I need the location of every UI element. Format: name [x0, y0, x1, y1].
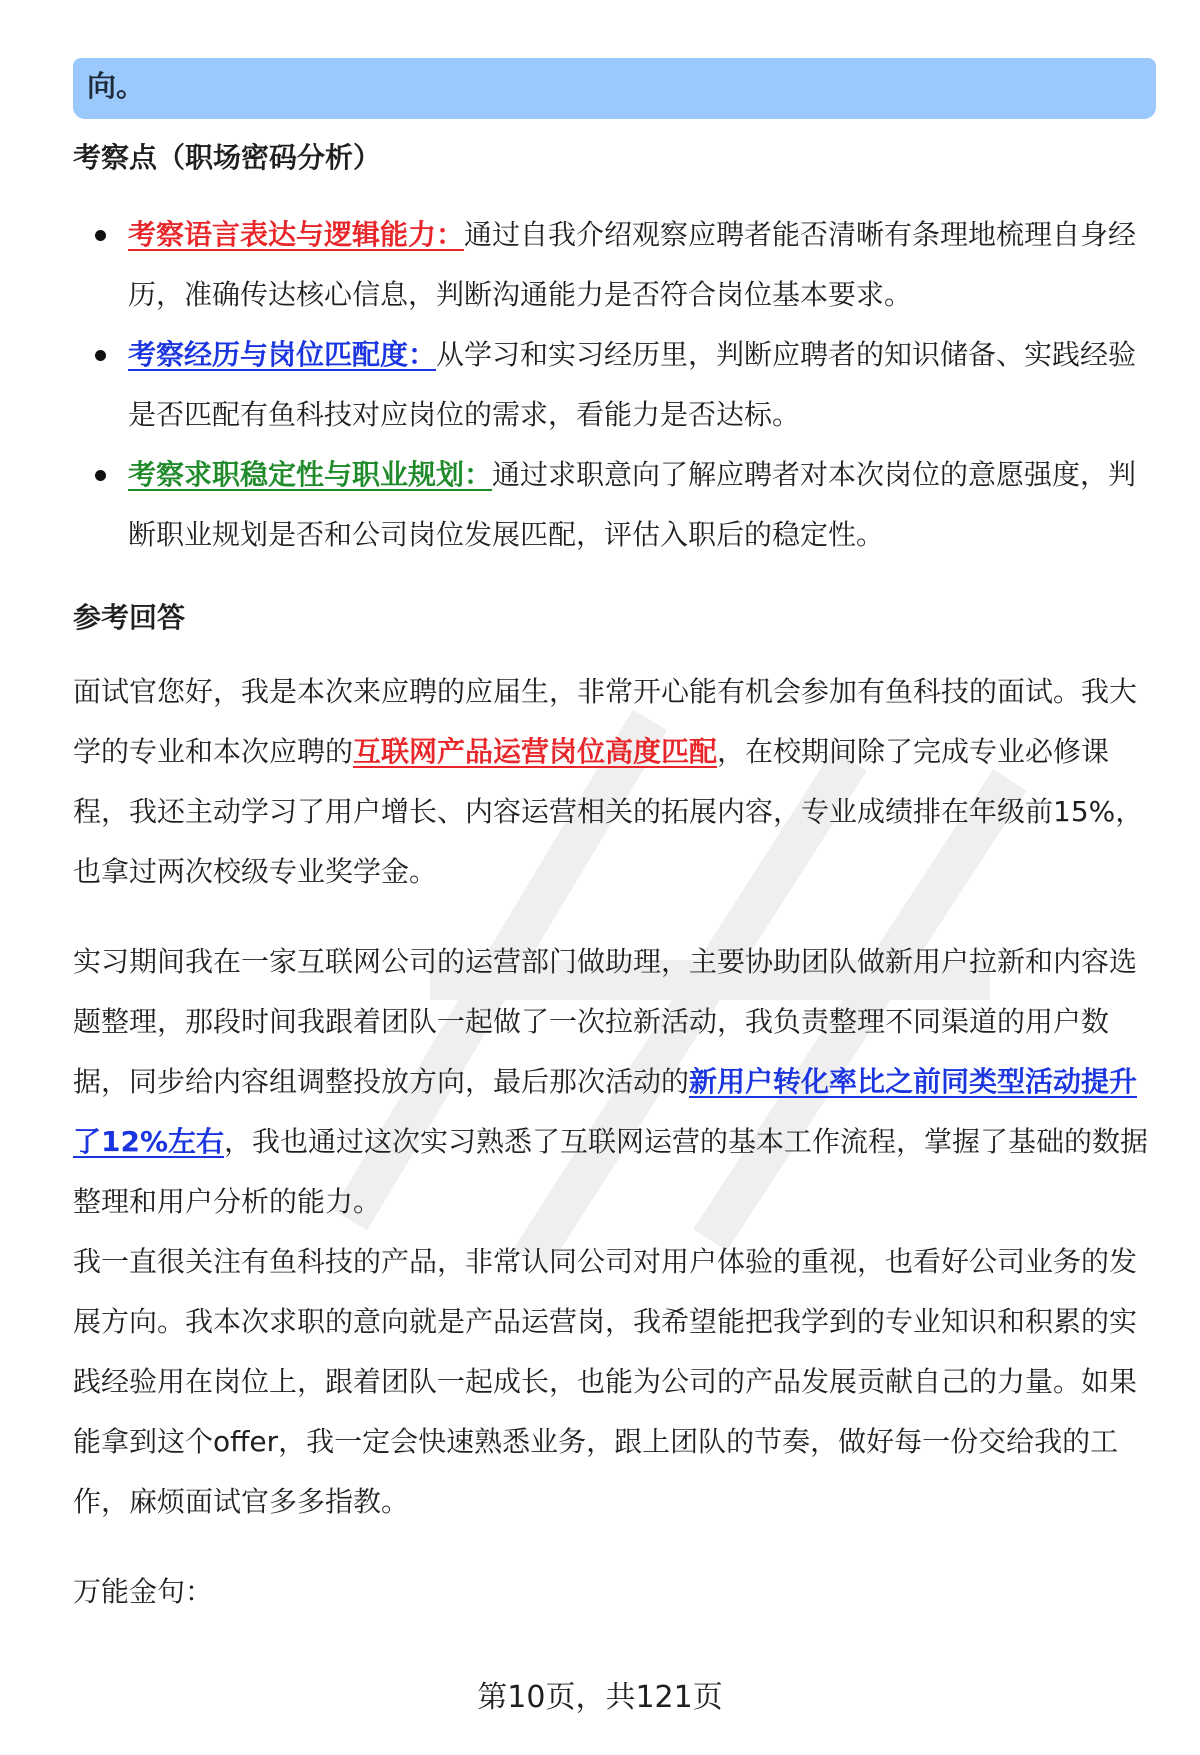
- bullet-keyword: 考察语言表达与逻辑能力：: [128, 218, 465, 251]
- highlight-banner: [73, 58, 1156, 119]
- section-title-exam: 考察点（职场密码分析）: [73, 141, 382, 174]
- answer-paragraph-2: [73, 932, 1163, 1232]
- answer-paragraph-4: 万能金句：: [73, 1575, 214, 1608]
- bullet-dot-icon: [95, 470, 106, 481]
- highlight-text: 新用户转化率比之前同类型活动提升了12%左右: [73, 1065, 1138, 1158]
- banner-text: 向。: [87, 69, 146, 103]
- exam-points-list: [73, 205, 1163, 565]
- section-title-answer: 参考回答: [73, 601, 186, 634]
- answer-paragraph-3: 我一直很关注有鱼科技的产品，非常认同公司对用户体验的重视，也看好公司业务的发展方向。我本次求职的意向就是产品运营岗，我希望能把我学到的专业知识和积累的实践经验用在岗位上，跟着团队一起成长，也能为公司的产品发展贡献自己的力量。如果能拿到这个offer，我一定会快速熟悉业务，跟上团队的节奏，做好每一份交给我的工作，麻烦面试官多多指教。: [73, 1245, 1138, 1518]
- list-item: [73, 325, 1163, 445]
- bullet-text: 通过求职意向了解应聘者对本次岗位的意愿强度，判断职业规划是否和公司岗位发展匹配，评估入职后的稳定性。: [128, 458, 1137, 551]
- paragraph-text: ，我也通过这次实习熟悉了互联网运营的基本工作流程，掌握了基础的数据整理和用户分析的能力。: [73, 1125, 1149, 1218]
- paragraph-text: 面试官您好，我是本次来应聘的应届生，非常开心能有机会参加有鱼科技的面试。我大学的专业和本次应聘的: [73, 675, 1138, 768]
- bullet-text: 从学习和实习经历里，判断应聘者的知识储备、实践经验是否匹配有鱼科技对应岗位的需求，看能力是否达标。: [128, 338, 1137, 431]
- bullet-text: 通过自我介绍观察应聘者能否清晰有条理地梳理自身经历，准确传达核心信息，判断沟通能力是否符合岗位基本要求。: [128, 218, 1137, 311]
- paragraph-text: 实习期间我在一家互联网公司的运营部门做助理，主要协助团队做新用户拉新和内容选题整理，那段时间我跟着团队一起做了一次拉新活动，我负责整理不同渠道的用户数据，同步给内容组调整投放方向，最后那次活动的: [73, 945, 1138, 1098]
- list-item: [73, 205, 1163, 325]
- bullet-keyword: 考察经历与岗位匹配度：: [128, 338, 437, 371]
- bullet-keyword: 考察求职稳定性与职业规划：: [128, 458, 493, 491]
- list-item: [73, 445, 1163, 565]
- paragraph-text: ，在校期间除了完成专业必修课程，我还主动学习了用户增长、内容运营相关的拓展内容，专业成绩排在年级前15%，也拿过两次校级专业奖学金。: [73, 735, 1144, 888]
- answer-paragraph-1: [73, 662, 1163, 902]
- bullet-dot-icon: [95, 350, 106, 361]
- highlight-text: 互联网产品运营岗位高度匹配: [353, 735, 718, 768]
- page-number: 第10页，共121页: [477, 1680, 723, 1715]
- bullet-dot-icon: [95, 230, 106, 241]
